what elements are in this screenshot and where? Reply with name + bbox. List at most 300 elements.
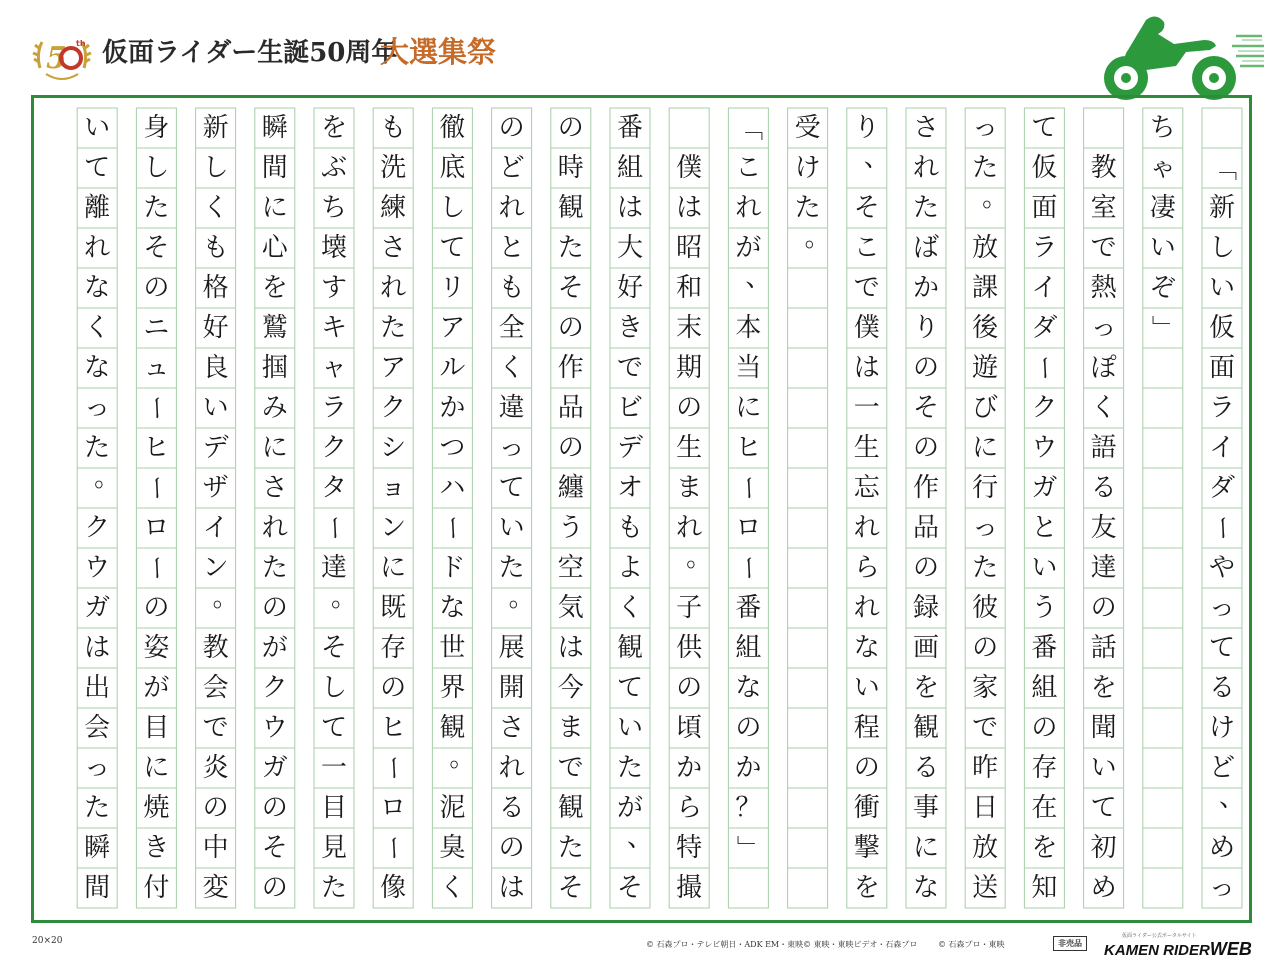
footer (0, 930, 1280, 968)
manuscript-cell (255, 188, 295, 228)
manuscript-cell (847, 828, 887, 868)
manuscript-char: が (143, 673, 170, 703)
manuscript-char: 面 (1031, 193, 1058, 223)
manuscript-char: て (616, 673, 643, 703)
manuscript-char: ロ (380, 793, 407, 823)
manuscript-cell (788, 668, 828, 708)
manuscript-char: き (143, 833, 170, 863)
manuscript-cell (965, 588, 1005, 628)
manuscript-char: た (320, 873, 347, 903)
manuscript-cell (432, 708, 472, 748)
manuscript-char: て (1090, 793, 1117, 823)
manuscript-cell (906, 388, 946, 428)
manuscript-char: 番 (616, 113, 643, 143)
manuscript-cell (1084, 468, 1124, 508)
manuscript-char: 中 (202, 833, 229, 863)
manuscript-char: っ (84, 753, 111, 783)
manuscript-cell (492, 348, 532, 388)
manuscript-cell (196, 188, 236, 228)
manuscript-cell (1143, 108, 1183, 148)
manuscript-column (788, 108, 831, 908)
manuscript-cell (669, 428, 709, 468)
manuscript-char: た (143, 193, 170, 223)
manuscript-cell (77, 788, 117, 828)
manuscript-cell (492, 748, 532, 788)
manuscript-char: れ (735, 193, 762, 223)
manuscript-cell (551, 668, 591, 708)
manuscript-char: ば (912, 233, 939, 263)
manuscript-char: 好 (616, 273, 643, 303)
manuscript-cell (728, 468, 768, 508)
manuscript-char: ク (84, 513, 111, 543)
manuscript-cell (314, 228, 354, 268)
manuscript-cell (373, 428, 413, 468)
manuscript-cell (255, 428, 295, 468)
manuscript-char: ニ (143, 313, 170, 343)
manuscript-char: 番 (1031, 633, 1058, 663)
manuscript-cell (1202, 588, 1242, 628)
manuscript-cell (906, 508, 946, 548)
manuscript-cell (1143, 668, 1183, 708)
manuscript-char: 教 (1090, 153, 1117, 183)
manuscript-cell (965, 548, 1005, 588)
manuscript-cell (551, 588, 591, 628)
manuscript-cell (610, 628, 650, 668)
manuscript-cell (1084, 828, 1124, 868)
manuscript-char: リ (439, 273, 466, 303)
manuscript-cell (1084, 748, 1124, 788)
manuscript-cell (1143, 348, 1183, 388)
manuscript-cell (314, 868, 354, 908)
manuscript-cell (965, 828, 1005, 868)
manuscript-cell (1202, 748, 1242, 788)
manuscript-char: 話 (1090, 633, 1117, 663)
manuscript-char: イ (202, 513, 229, 543)
manuscript-cell (77, 868, 117, 908)
copyright-3: © 石森プロ・東映 (938, 940, 1005, 949)
manuscript-char: 良 (202, 353, 229, 383)
manuscript-cell (1143, 388, 1183, 428)
manuscript-cell (1202, 548, 1242, 588)
manuscript-cell (136, 148, 176, 188)
manuscript-cell (551, 548, 591, 588)
manuscript-char: 世 (439, 633, 466, 663)
manuscript-char: 見 (320, 833, 347, 863)
manuscript-char: ー (141, 394, 172, 422)
manuscript-char: 組 (616, 153, 643, 183)
manuscript-cell (847, 348, 887, 388)
manuscript-char: れ (498, 193, 525, 223)
manuscript-cell (610, 668, 650, 708)
manuscript-cell (77, 428, 117, 468)
manuscript-cell (1084, 268, 1124, 308)
manuscript-char: 瞬 (261, 113, 288, 143)
manuscript-char: が (616, 793, 643, 823)
manuscript-char: で (616, 353, 643, 383)
manuscript-char: い (616, 713, 643, 743)
manuscript-cell (314, 583, 357, 628)
manuscript-cell (728, 548, 768, 588)
manuscript-cell (255, 308, 295, 348)
manuscript-char: 程 (853, 713, 880, 743)
manuscript-cell (669, 188, 709, 228)
manuscript-cell (1143, 268, 1183, 308)
manuscript-char: 時 (557, 153, 584, 183)
manuscript-cell (373, 348, 413, 388)
manuscript-cell (1143, 228, 1183, 268)
manuscript-char: 僕 (853, 313, 880, 343)
manuscript-char: の (143, 593, 170, 623)
manuscript-cell (610, 823, 653, 868)
manuscript-char: 大 (616, 233, 643, 263)
manuscript-cell (610, 788, 650, 828)
manuscript-cell (77, 148, 117, 188)
manuscript-char: な (84, 273, 111, 303)
manuscript-char: 「 (733, 114, 764, 142)
manuscript-cell (669, 788, 709, 828)
manuscript-char: て (498, 473, 525, 503)
manuscript-char: 頃 (676, 713, 703, 743)
manuscript-cell (1084, 628, 1124, 668)
manuscript-char: た (84, 793, 111, 823)
manuscript-char: ウ (84, 553, 111, 583)
manuscript-cell (136, 388, 176, 428)
manuscript-cell (847, 468, 887, 508)
manuscript-char: 作 (557, 353, 584, 383)
manuscript-cell (314, 268, 354, 308)
manuscript-cell (373, 108, 413, 148)
manuscript-cell (77, 668, 117, 708)
manuscript-cell (136, 828, 176, 868)
manuscript-char: 存 (380, 633, 407, 663)
manuscript-cell (906, 828, 946, 868)
manuscript-cell (1202, 188, 1242, 228)
manuscript-column (1202, 108, 1245, 908)
manuscript-char: っ (1208, 873, 1235, 903)
manuscript-char: 観 (912, 713, 939, 743)
manuscript-cell (492, 428, 532, 468)
manuscript-char: 心 (261, 233, 288, 263)
manuscript-cell (965, 788, 1005, 828)
manuscript-char: 仮 (1031, 153, 1058, 183)
manuscript-char: 聞 (1090, 713, 1117, 743)
manuscript-char: 空 (557, 553, 584, 583)
manuscript-char: う (557, 513, 584, 543)
manuscript-cell (492, 583, 535, 628)
manuscript-char: な (853, 633, 880, 663)
manuscript-char: ー (1206, 514, 1237, 542)
manuscript-cell (610, 308, 650, 348)
manuscript-char: 一 (320, 753, 347, 783)
manuscript-cell (77, 588, 117, 628)
manuscript-cell (551, 428, 591, 468)
manuscript-char: の (1031, 713, 1058, 743)
manuscript-char: の (380, 673, 407, 703)
manuscript-cell (492, 828, 532, 868)
manuscript-cell (492, 108, 532, 148)
manuscript-char: の (735, 713, 762, 743)
manuscript-cell (255, 748, 295, 788)
manuscript-char: 炎 (202, 753, 229, 783)
manuscript-char: い (498, 513, 525, 543)
manuscript-char: 僕 (676, 153, 703, 183)
manuscript-cell (373, 788, 413, 828)
manuscript-cell (432, 588, 472, 628)
manuscript-cell (610, 548, 650, 588)
manuscript-cell (196, 308, 236, 348)
manuscript-cell (788, 468, 828, 508)
manuscript-char: タ (320, 473, 347, 503)
manuscript-char: い (1031, 553, 1058, 583)
manuscript-char: 家 (972, 673, 999, 703)
manuscript-char: 。 (330, 583, 357, 613)
manuscript-char: 洗 (380, 153, 407, 183)
manuscript-char: み (261, 393, 288, 423)
manuscript-char: 供 (676, 633, 703, 663)
manuscript-char: 。 (982, 183, 1009, 213)
manuscript-cell (728, 228, 768, 268)
manuscript-char: 忘 (853, 473, 880, 503)
manuscript-char: け (794, 153, 821, 183)
manuscript-cell (847, 588, 887, 628)
manuscript-cell (373, 188, 413, 228)
manuscript-cell (432, 868, 472, 908)
manuscript-char: う (1031, 593, 1058, 623)
manuscript-cell (847, 668, 887, 708)
manuscript-cell (728, 188, 768, 228)
manuscript-cell (1024, 588, 1064, 628)
manuscript-char: 臭 (439, 833, 466, 863)
manuscript-char: シ (380, 433, 407, 463)
manuscript-char: の (676, 673, 703, 703)
manuscript-char: 間 (261, 153, 288, 183)
manuscript-char: 観 (439, 713, 466, 743)
manuscript-char: 初 (1090, 833, 1117, 863)
manuscript-char: も (202, 233, 229, 263)
manuscript-cell (1143, 868, 1183, 908)
manuscript-char: や (1208, 553, 1235, 583)
manuscript-char: を (853, 873, 880, 903)
manuscript-cell (1143, 148, 1183, 188)
manuscript-cell (77, 828, 117, 868)
manuscript-char: と (498, 233, 525, 263)
manuscript-char: れ (853, 513, 880, 543)
manuscript-cell (255, 868, 295, 908)
manuscript-cell (373, 828, 413, 868)
manuscript-char: も (616, 513, 643, 543)
manuscript-char: い (1208, 273, 1235, 303)
manuscript-char: 凄 (1149, 193, 1176, 223)
manuscript-char: 熱 (1090, 273, 1117, 303)
manuscript-char: っ (498, 433, 525, 463)
manuscript-char: 。 (94, 463, 121, 493)
manuscript-char: の (912, 553, 939, 583)
manuscript-char: 昭 (676, 233, 703, 263)
manuscript-char: の (143, 273, 170, 303)
manuscript-char: 、 (863, 143, 890, 173)
manuscript-cell (965, 428, 1005, 468)
manuscript-char: 鷲 (261, 313, 288, 343)
manuscript-char: ラ (1208, 393, 1235, 423)
manuscript-char: 開 (498, 673, 525, 703)
manuscript-cell (610, 748, 650, 788)
manuscript-cell (432, 228, 472, 268)
manuscript-char: か (439, 393, 466, 423)
manuscript-cell (965, 183, 1009, 228)
manuscript-char: 底 (439, 153, 466, 183)
manuscript-cell (965, 748, 1005, 788)
manuscript-cell (551, 468, 591, 508)
manuscript-cell (1024, 148, 1064, 188)
manuscript-cell (432, 468, 472, 508)
manuscript-char: れ (676, 513, 703, 543)
manuscript-char: の (912, 353, 939, 383)
manuscript-cell (196, 868, 236, 908)
manuscript-cell (551, 228, 591, 268)
manuscript-cell (1024, 108, 1064, 148)
manuscript-cell (1024, 228, 1064, 268)
manuscript-char: を (1031, 833, 1058, 863)
manuscript-cell (669, 308, 709, 348)
manuscript-cell (432, 388, 472, 428)
manuscript-cell (1202, 348, 1242, 388)
manuscript-column (77, 108, 121, 908)
manuscript-char: 友 (1090, 513, 1117, 543)
manuscript-cell (669, 628, 709, 668)
manuscript-cell (965, 148, 1005, 188)
manuscript-char: か (676, 753, 703, 783)
manuscript-column (551, 108, 591, 908)
manuscript-char: な (439, 593, 466, 623)
manuscript-cell (432, 668, 472, 708)
manuscript-cell (669, 388, 709, 428)
site-caption: 仮面ライダー公式ポータルサイト (1122, 933, 1197, 939)
manuscript-cell (1024, 708, 1064, 748)
manuscript-cell (255, 708, 295, 748)
grid-size-label: 20×20 (32, 936, 63, 946)
manuscript-cell (965, 268, 1005, 308)
manuscript-char: ャ (320, 353, 347, 383)
manuscript-cell (847, 228, 887, 268)
manuscript-cell (1084, 708, 1124, 748)
manuscript-column (1143, 108, 1183, 908)
manuscript-cell (77, 548, 117, 588)
manuscript-cell (1202, 868, 1242, 908)
manuscript-cell (432, 308, 472, 348)
manuscript-cell (255, 268, 295, 308)
manuscript-cell (1143, 508, 1183, 548)
manuscript-cell (492, 668, 532, 708)
manuscript-char: を (1090, 673, 1117, 703)
manuscript-char: 事 (912, 793, 939, 823)
manuscript-char: ら (853, 553, 880, 583)
manuscript-column (669, 108, 713, 908)
manuscript-char: れ (261, 513, 288, 543)
manuscript-cell (432, 788, 472, 828)
manuscript-cell (728, 263, 772, 308)
manuscript-cell (551, 268, 591, 308)
manuscript-char: ハ (439, 473, 466, 503)
manuscript-cell (196, 468, 236, 508)
manuscript-char: ュ (143, 353, 170, 383)
manuscript-char: た (972, 553, 999, 583)
manuscript-cell (965, 108, 1005, 148)
manuscript-cell (906, 628, 946, 668)
manuscript-char: 。 (686, 543, 713, 573)
site-suffix: WEB (1209, 939, 1252, 959)
manuscript-cell (906, 148, 946, 188)
manuscript-cell (314, 548, 354, 588)
manuscript-char: ロ (143, 513, 170, 543)
manuscript-char: 違 (498, 393, 525, 423)
manuscript-char: 観 (616, 633, 643, 663)
manuscript-char: ン (202, 553, 229, 583)
manuscript-cell (965, 868, 1005, 908)
manuscript-cell (492, 628, 532, 668)
manuscript-cell (1084, 308, 1124, 348)
manuscript-char: 生 (853, 433, 880, 463)
manuscript-cell (906, 588, 946, 628)
manuscript-char: 品 (557, 393, 584, 423)
manuscript-cell (373, 308, 413, 348)
manuscript-cell (314, 708, 354, 748)
manuscript-char: 撮 (676, 873, 703, 903)
manuscript-char: 作 (912, 473, 939, 503)
manuscript-cell (610, 868, 650, 908)
manuscript-cell (551, 308, 591, 348)
manuscript-cell (1024, 468, 1064, 508)
manuscript-cell (551, 828, 591, 868)
manuscript-cell (669, 708, 709, 748)
manuscript-cell (788, 628, 828, 668)
manuscript-char: そ (320, 633, 347, 663)
manuscript-char: 既 (380, 593, 407, 623)
manuscript-cell (314, 468, 354, 508)
manuscript-cell (551, 388, 591, 428)
manuscript-cell (136, 508, 176, 548)
manuscript-cell (610, 588, 650, 628)
manuscript-cell (492, 228, 532, 268)
manuscript-cell (492, 868, 532, 908)
manuscript-char: 好 (202, 313, 229, 343)
manuscript-cell (965, 228, 1005, 268)
manuscript-char: は (853, 353, 880, 383)
manuscript-char: そ (143, 233, 170, 263)
manuscript-char: し (202, 153, 229, 183)
manuscript-char: 達 (320, 553, 347, 583)
manuscript-cell (373, 508, 413, 548)
manuscript-char: 生 (676, 433, 703, 463)
manuscript-char: れ (853, 593, 880, 623)
manuscript-char: ま (676, 473, 703, 503)
manuscript-cell (788, 708, 828, 748)
manuscript-char: ヒ (143, 433, 170, 463)
manuscript-char: は (676, 193, 703, 223)
manuscript-cell (373, 548, 413, 588)
manuscript-char: も (380, 113, 407, 143)
manuscript-cell (1024, 348, 1064, 388)
manuscript-char: さ (912, 113, 939, 143)
manuscript-cell (432, 268, 472, 308)
manuscript-cell (788, 108, 828, 148)
manuscript-cell (1024, 828, 1064, 868)
manuscript-char: ど (498, 153, 525, 183)
manuscript-cell (1143, 708, 1183, 748)
kamen-rider-web-logo (1104, 932, 1252, 960)
manuscript-char: 泥 (439, 793, 466, 823)
manuscript-cell (788, 268, 828, 308)
manuscript-char: キ (320, 313, 347, 343)
